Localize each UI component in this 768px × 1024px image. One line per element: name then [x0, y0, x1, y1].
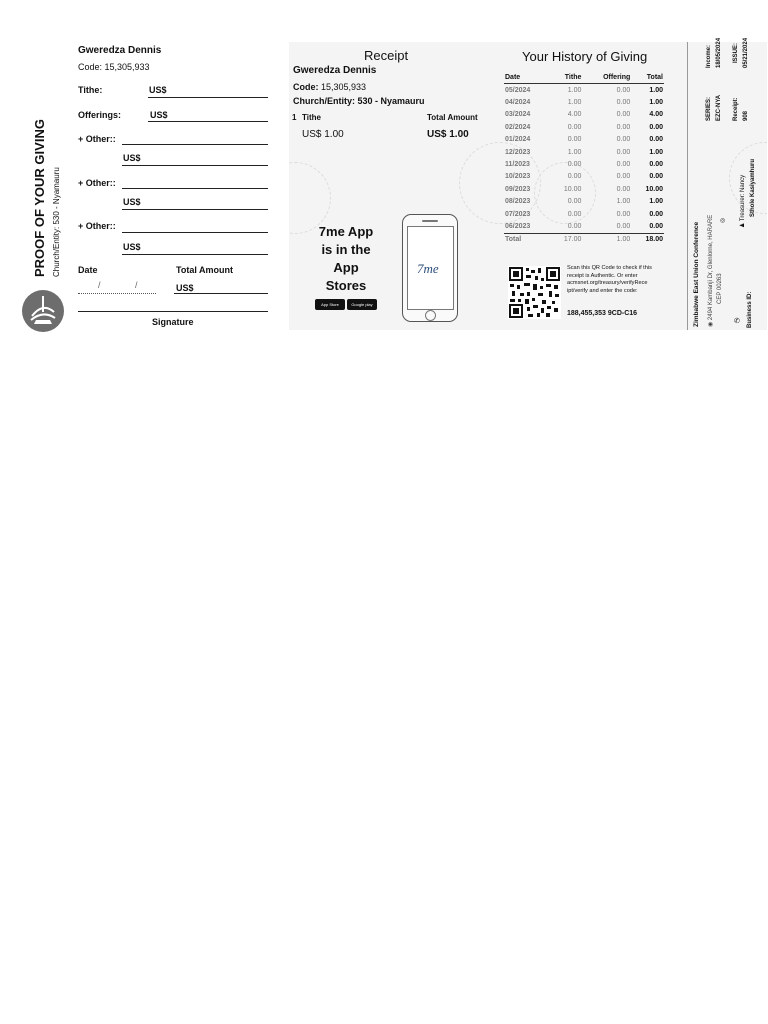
- history-cell: 0.00: [649, 123, 663, 131]
- history-cell: 0.00: [616, 161, 631, 169]
- history-cell: 4.00: [649, 111, 663, 119]
- stub-other-label-3: + Other::: [78, 221, 116, 231]
- app-promo-line-1: 7me App: [318, 224, 374, 239]
- table-row: [504, 84, 664, 97]
- table-row: [504, 96, 664, 108]
- history-cell: 05/2024: [505, 86, 531, 94]
- receipt-code-label: Code:: [293, 82, 319, 92]
- stub-offerings-currency: US$: [150, 110, 168, 120]
- stub-signature-label: Signature: [152, 317, 194, 327]
- history-table: [504, 72, 664, 246]
- table-row: [504, 146, 664, 158]
- history-cell: 0.00: [567, 136, 582, 144]
- receipt-tithe-header: Tithe: [302, 113, 321, 122]
- history-cell: 0.00: [616, 111, 631, 119]
- series-label: SERIES:: [706, 96, 712, 121]
- history-cell: 0.00: [616, 210, 631, 218]
- conference-box: CEP 00263: [717, 273, 723, 304]
- stub-other-currency-1: US$: [123, 153, 141, 163]
- receipt-total-header: Total Amount: [427, 113, 478, 122]
- stub-tithe-line[interactable]: [148, 97, 268, 98]
- table-row: [504, 196, 664, 208]
- history-cell: 10.00: [645, 185, 663, 193]
- table-row: [504, 220, 664, 233]
- history-cell: 02/2024: [505, 123, 531, 131]
- stub-offerings-label: Offerings:: [78, 110, 122, 120]
- history-cell: 0.00: [616, 222, 631, 230]
- treasurer-value: Nancy: [740, 174, 746, 192]
- business-id-label: Business ID:: [747, 291, 753, 328]
- history-cell: 4.00: [567, 111, 582, 119]
- history-title: Your History of Giving: [522, 49, 648, 64]
- stub-tithe-currency: US$: [149, 85, 167, 95]
- app-promo-line-4: Stores: [325, 278, 367, 293]
- history-cell: 03/2024: [505, 111, 531, 119]
- history-cell: 0.00: [567, 173, 582, 181]
- history-cell: 10/2023: [505, 173, 531, 181]
- income-label: Income:: [706, 44, 712, 68]
- history-cell: 06/2023: [505, 222, 531, 230]
- history-cell: 1.00: [649, 148, 663, 156]
- history-cell: 1.00: [616, 198, 631, 206]
- stub-other-amount-line-1[interactable]: [122, 165, 268, 166]
- proof-of-giving-church: Church/Entity: 530 - Nyamauru: [52, 167, 61, 277]
- history-cell: 09/2023: [505, 185, 531, 193]
- income-value: 18/05/2024: [716, 37, 722, 68]
- treasurer-label: Treasurer:: [740, 193, 746, 222]
- phone-speaker: [422, 220, 438, 222]
- history-cell: 1.00: [567, 148, 582, 156]
- app-promo-line-3: App: [333, 260, 359, 275]
- history-cell: 0.00: [616, 86, 631, 94]
- history-cell: 04/2024: [505, 99, 531, 107]
- history-cell: 0.00: [649, 161, 663, 169]
- church-logo-icon: [22, 290, 64, 332]
- history-cell: 1.00: [649, 86, 663, 94]
- stub-date-label: Date: [78, 265, 98, 275]
- receipt-row-index: 1: [292, 113, 297, 122]
- history-cell: 0.00: [649, 136, 663, 144]
- phone-home-button: [425, 310, 436, 321]
- history-header-offering: Offering: [582, 72, 631, 84]
- stub-other-line-1[interactable]: [122, 144, 268, 145]
- history-total-tithe: 17.00: [550, 233, 583, 246]
- history-cell: 1.00: [567, 99, 582, 107]
- stub-other-currency-2: US$: [123, 197, 141, 207]
- receipt-title: Receipt: [364, 48, 409, 63]
- treasurer: [739, 175, 746, 228]
- stub-name: Gweredza Dennis: [78, 45, 162, 56]
- history-header-date: Date: [504, 72, 550, 84]
- history-cell: 07/2023: [505, 210, 531, 218]
- history-cell: 11/2023: [505, 161, 530, 169]
- verify-code[interactable]: 188,455,353 9CD-C16: [567, 310, 638, 317]
- stub-code: Code: 15,305,933: [78, 62, 150, 72]
- issue-value: 05/21/2024: [743, 37, 749, 68]
- conference-address: [707, 215, 714, 327]
- history-total-row: [504, 233, 664, 246]
- stub-offerings-line[interactable]: [148, 121, 268, 122]
- address-text: 2494 Kambanji Dr, Glenlorne, HARARE: [708, 214, 714, 321]
- table-row: [504, 158, 664, 170]
- history-cell: 12/2023: [505, 148, 531, 156]
- stub-total-currency: US$: [176, 283, 194, 293]
- phone-call-icon: ✆: [734, 318, 740, 325]
- table-row: [504, 183, 664, 195]
- table-row: [504, 134, 664, 146]
- stub-other-amount-line-2[interactable]: [122, 209, 268, 210]
- history-cell: 01/2024: [505, 136, 531, 144]
- table-row: [504, 121, 664, 133]
- history-cell: 0.00: [649, 222, 663, 230]
- table-row: [504, 208, 664, 220]
- series-value: EZC-NYA: [716, 94, 722, 121]
- history-cell: 1.00: [649, 198, 663, 206]
- stub-other-line-3[interactable]: [122, 232, 268, 233]
- history-cell: 0.00: [616, 185, 631, 193]
- perforation-divider: [687, 42, 688, 330]
- history-total-label: Total: [504, 233, 550, 246]
- history-cell: 10.00: [563, 185, 582, 193]
- app-promo: [308, 223, 384, 295]
- app-store-badge[interactable]: App Store: [315, 299, 345, 310]
- history-total-sum: 18.00: [631, 233, 664, 246]
- receipt-code: [293, 82, 366, 92]
- location-pin-icon: ◉: [708, 320, 714, 327]
- conference-name: Zimbabwe East Union Conference: [693, 221, 700, 327]
- stub-date-field[interactable]: / /: [98, 280, 154, 290]
- receipt-number-value: 908: [743, 110, 749, 121]
- history-cell: 08/2023: [505, 198, 531, 206]
- table-row: [504, 171, 664, 183]
- history-cell: 0.00: [616, 123, 631, 131]
- history-cell: 0.00: [567, 210, 582, 218]
- phone-screen: [407, 226, 454, 310]
- globe-icon: ◎: [720, 218, 726, 224]
- receipt-code-value: 15,305,933: [321, 82, 367, 92]
- stub-total-line[interactable]: [174, 293, 268, 294]
- history-cell: 0.00: [616, 99, 631, 107]
- receipt-number-label: Receipt:: [733, 97, 739, 121]
- history-cell: 0.00: [616, 148, 631, 156]
- table-row: [504, 109, 664, 121]
- history-cell: 1.00: [649, 99, 663, 107]
- receipt-church: Church/Entity: 530 - Nyamauru: [293, 96, 425, 106]
- qr-code-icon[interactable]: [508, 266, 561, 319]
- issue-label: ISSUE:: [733, 42, 739, 63]
- receipt-tithe-value: US$ 1.00: [302, 129, 344, 140]
- receipt-total-value: US$ 1.00: [427, 129, 469, 140]
- receipt-name: Gweredza Dennis: [293, 65, 377, 76]
- proof-of-giving-title: PROOF OF YOUR GIVING: [32, 119, 47, 277]
- history-cell: 0.00: [567, 222, 582, 230]
- person-icon: ♟: [740, 221, 746, 228]
- history-cell: 0.00: [567, 198, 582, 206]
- stub-other-line-2[interactable]: [122, 188, 268, 189]
- app-logo-text: 7me: [417, 261, 439, 276]
- history-cell: 0.00: [567, 161, 582, 169]
- history-header-row: [504, 72, 664, 84]
- history-header-total: Total: [631, 72, 664, 84]
- stub-signature-line[interactable]: [78, 311, 268, 312]
- google-play-badge[interactable]: Google play: [347, 299, 377, 310]
- history-total-offering: 1.00: [582, 233, 631, 246]
- stub-date-line[interactable]: [78, 293, 156, 294]
- stub-tithe-label: Tithe:: [78, 85, 103, 95]
- app-promo-line-2: is in the: [321, 242, 371, 257]
- history-cell: 1.00: [567, 86, 582, 94]
- history-cell: 0.00: [649, 173, 663, 181]
- history-cell: 0.00: [616, 136, 631, 144]
- phone-icon: [402, 214, 458, 322]
- history-header-tithe: Tithe: [550, 72, 583, 84]
- treasurer-name: Sthole Kasiyamhuru: [750, 158, 756, 217]
- history-cell: 0.00: [649, 210, 663, 218]
- stub-total-label: Total Amount: [176, 265, 233, 275]
- history-cell: 0.00: [567, 123, 582, 131]
- stub-other-label-1: + Other::: [78, 134, 116, 144]
- history-cell: 0.00: [616, 173, 631, 181]
- stub-other-currency-3: US$: [123, 242, 141, 252]
- stub-other-amount-line-3[interactable]: [122, 254, 268, 255]
- stub-other-label-2: + Other::: [78, 178, 116, 188]
- verify-text: Scan this QR Code to check if this receipt is Authentic. Or enter acmsnet.org/treasury/verifyRece ipt/verify and enter the code:: [567, 265, 652, 294]
